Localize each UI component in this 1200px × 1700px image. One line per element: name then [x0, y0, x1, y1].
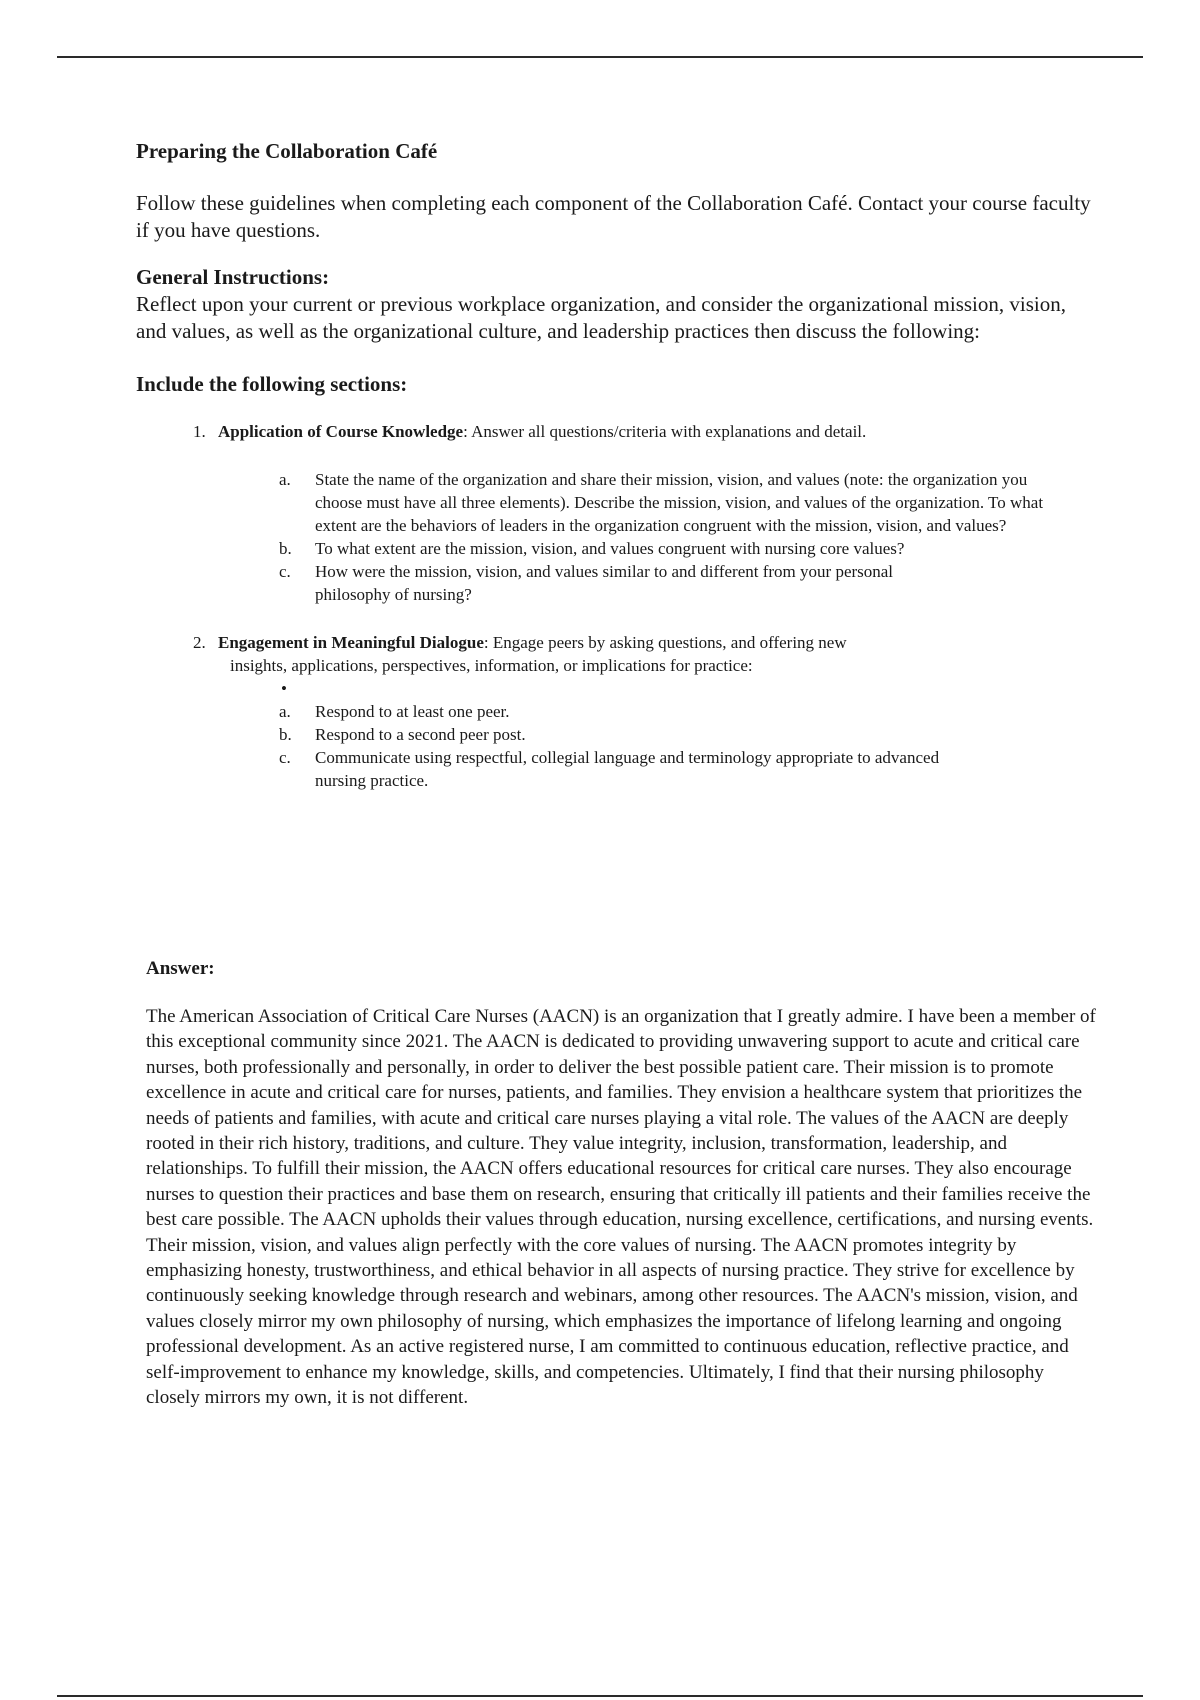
list-item-text: State the name of the organization and share their mission, vision, and values (note: the organization you choose must have all three elements). Describe the mission, vision, and values of the organization. To what extent are the behaviors of leaders in the organization congruent with the mission, vision, and values?: [315, 470, 1044, 535]
list-item: [136, 537, 1096, 560]
top-rule: [57, 56, 1143, 58]
list-item: [136, 746, 1096, 792]
list-item-text: Communicate using respectful, collegial language and terminology appropriate to advanced nursing practice.: [315, 748, 940, 790]
list-item-text: To what extent are the mission, vision, and values congruent with nursing core values?: [315, 539, 905, 558]
section-number: 1.: [193, 422, 206, 441]
list-item-letter: a.: [279, 470, 291, 489]
section-title: Engagement in Meaningful Dialogue: [218, 633, 484, 652]
section-line: [218, 420, 1096, 443]
list-item-text: Respond to a second peer post.: [315, 725, 526, 744]
document-title: Preparing the Collaboration Café: [136, 139, 438, 163]
list-item: [136, 560, 1096, 606]
list-item-letter: c.: [279, 748, 291, 767]
section-description: : Engage peers by asking questions, and offering new: [483, 633, 847, 652]
section-engagement-list: [136, 700, 1096, 792]
section-application-list: [136, 468, 1096, 606]
answer-heading: Answer:: [146, 958, 215, 979]
general-instructions-heading: General Instructions:: [136, 265, 330, 289]
list-item: [136, 468, 1096, 537]
bottom-rule: [57, 1695, 1143, 1697]
section-description: : Answer all questions/criteria with explanations and detail.: [463, 422, 867, 441]
list-item-text: Respond to at least one peer.: [315, 702, 510, 721]
intro-paragraph: Follow these guidelines when completing each component of the Collaboration Café. Contact your course faculty if you have questions.: [136, 191, 1091, 242]
section-engagement: [136, 631, 1096, 677]
answer-section: [146, 956, 1096, 1411]
document-body: [136, 136, 1096, 792]
general-instructions-text: Reflect upon your current or previous workplace organization, and consider the organizational mission, vision, and values, as well as the organizational culture, and leadership practices then discuss the following:: [136, 292, 1066, 343]
include-sections-heading: Include the following sections:: [136, 372, 408, 396]
list-item-letter: b.: [279, 539, 292, 558]
bullet-point: •: [281, 679, 287, 698]
section-title: Application of Course Knowledge: [218, 422, 464, 441]
list-item: [136, 700, 1096, 723]
section-number: 2.: [193, 633, 206, 652]
list-item-letter: c.: [279, 562, 291, 581]
section-line: [218, 631, 1096, 654]
section-line-continued: insights, applications, perspectives, information, or implications for practice:: [230, 656, 753, 675]
list-item-letter: a.: [279, 702, 291, 721]
answer-paragraph: The American Association of Critical Care Nurses (AACN) is an organization that I greatly admire. I have been a member of this exceptional community since 2021. The AACN is dedicated to providing unwavering support to acute and critical care nurses, both professionally and personally, in order to deliver the best possible patient care. Their mission is to promote excellence in acute and critical care for nurses, patients, and families. They envision a healthcare system that prioritizes the needs of patients and families, with acute and critical care nurses playing a vital role. The values of the AACN are deeply rooted in their rich history, traditions, and culture. They value integrity, inclusion, transformation, leadership, and relationships. To fulfill their mission, the AACN offers educational resources for critical care nurses. They also encourage nurses to question their practices and base them on research, ensuring that critically ill patients and their families receive the best care possible. The AACN upholds their values through education, nursing excellence, certifications, and nursing events. Their mission, vision, and values align perfectly with the core values of nursing. The AACN promotes integrity by emphasizing honesty, trustworthiness, and ethical behavior in all aspects of nursing practice. They strive for excellence by continuously seeking knowledge through research and webinars, among other resources. The AACN's mission, vision, and values closely mirror my own philosophy of nursing, which emphasizes the importance of lifelong learning and ongoing professional development. As an active registered nurse, I am committed to continuous education, reflective practice, and self-improvement to enhance my knowledge, skills, and competencies. Ultimately, I find that their nursing philosophy closely mirrors my own, it is not different.: [146, 1006, 1096, 1409]
list-item-letter: b.: [279, 725, 292, 744]
section-application: [136, 420, 1096, 443]
list-item-text: How were the mission, vision, and values similar to and different from your personal philosophy of nursing?: [315, 562, 894, 604]
list-item: [136, 723, 1096, 746]
